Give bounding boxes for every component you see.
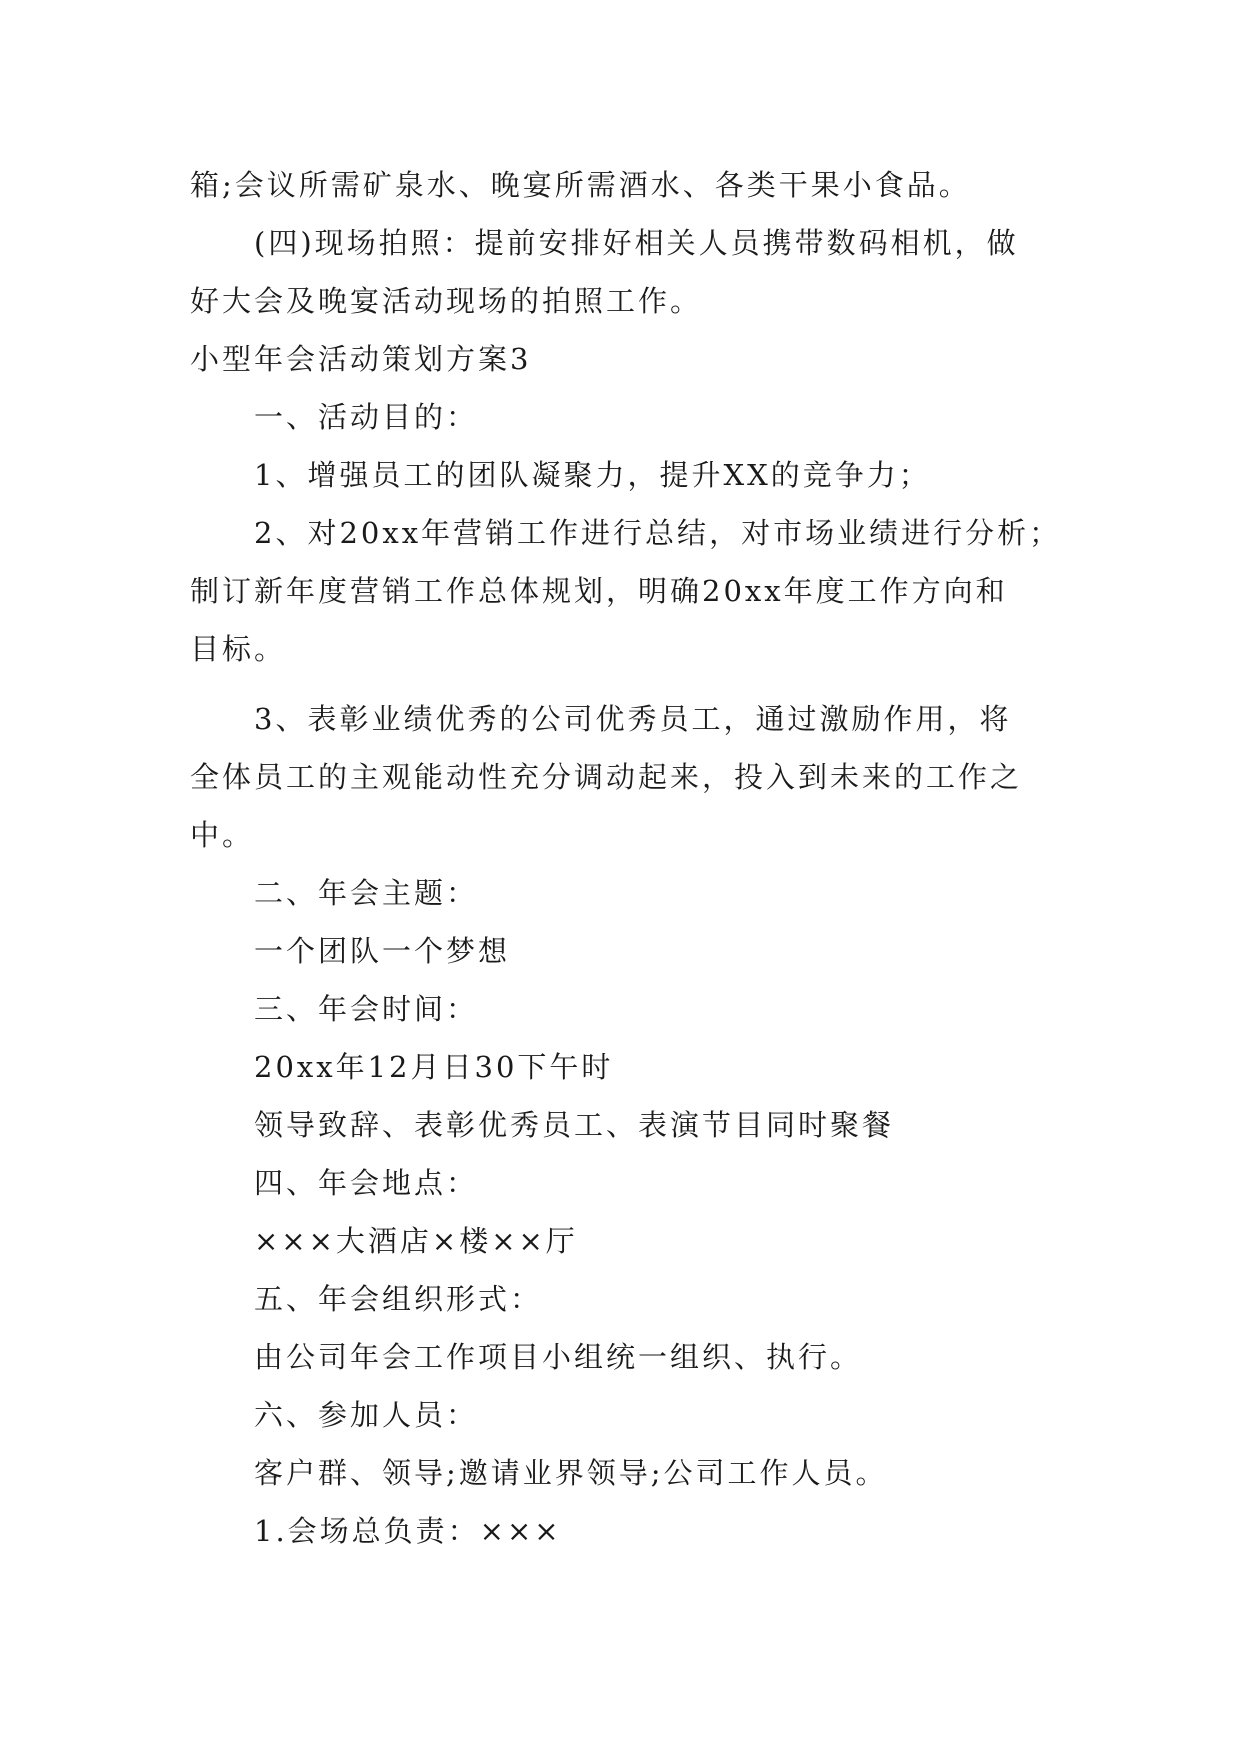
text-line: 一个团队一个梦想 [254, 934, 511, 968]
text-line: 箱;会议所需矿泉水、晚宴所需酒水、各类干果小食品。 [190, 168, 971, 202]
text-line: 六、参加人员： [254, 1398, 479, 1432]
text-line: 一、活动目的： [254, 400, 479, 434]
text-line: 目标。 [190, 632, 287, 666]
text-line: 中。 [190, 818, 255, 852]
section-heading: 小型年会活动策划方案3 [190, 342, 532, 376]
text-line: 制订新年度营销工作总体规划，明确20xx年度工作方向和 [190, 574, 1008, 608]
text-line: 好大会及晚宴活动现场的拍照工作。 [190, 284, 703, 318]
text-line: 五、年会组织形式： [254, 1282, 543, 1316]
text-line: 3、表彰业绩优秀的公司优秀员工，通过激励作用，将 [254, 702, 1012, 736]
text-line: 20xx年12月日30下午时 [254, 1050, 614, 1084]
text-line: 全体员工的主观能动性充分调动起来，投入到未来的工作之 [190, 760, 1023, 794]
text-line: 二、年会主题： [254, 876, 479, 910]
text-line: 由公司年会工作项目小组统一组织、执行。 [254, 1340, 863, 1374]
text-line: 1.会场总负责：××× [254, 1514, 562, 1548]
text-line: 2、对20xx年营销工作进行总结，对市场业绩进行分析； [254, 516, 1062, 550]
text-line: 三、年会时间： [254, 992, 479, 1026]
text-line: 四、年会地点： [254, 1166, 479, 1200]
text-line: 领导致辞、表彰优秀员工、表演节目同时聚餐 [254, 1108, 895, 1142]
text-line: (四)现场拍照：提前安排好相关人员携带数码相机，做 [254, 226, 1019, 260]
text-line: 1、增强员工的团队凝聚力，提升XX的竞争力； [254, 458, 931, 492]
text-line: ×××大酒店×楼××厅 [254, 1224, 578, 1258]
text-line: 客户群、领导;邀请业界领导;公司工作人员。 [254, 1456, 888, 1490]
